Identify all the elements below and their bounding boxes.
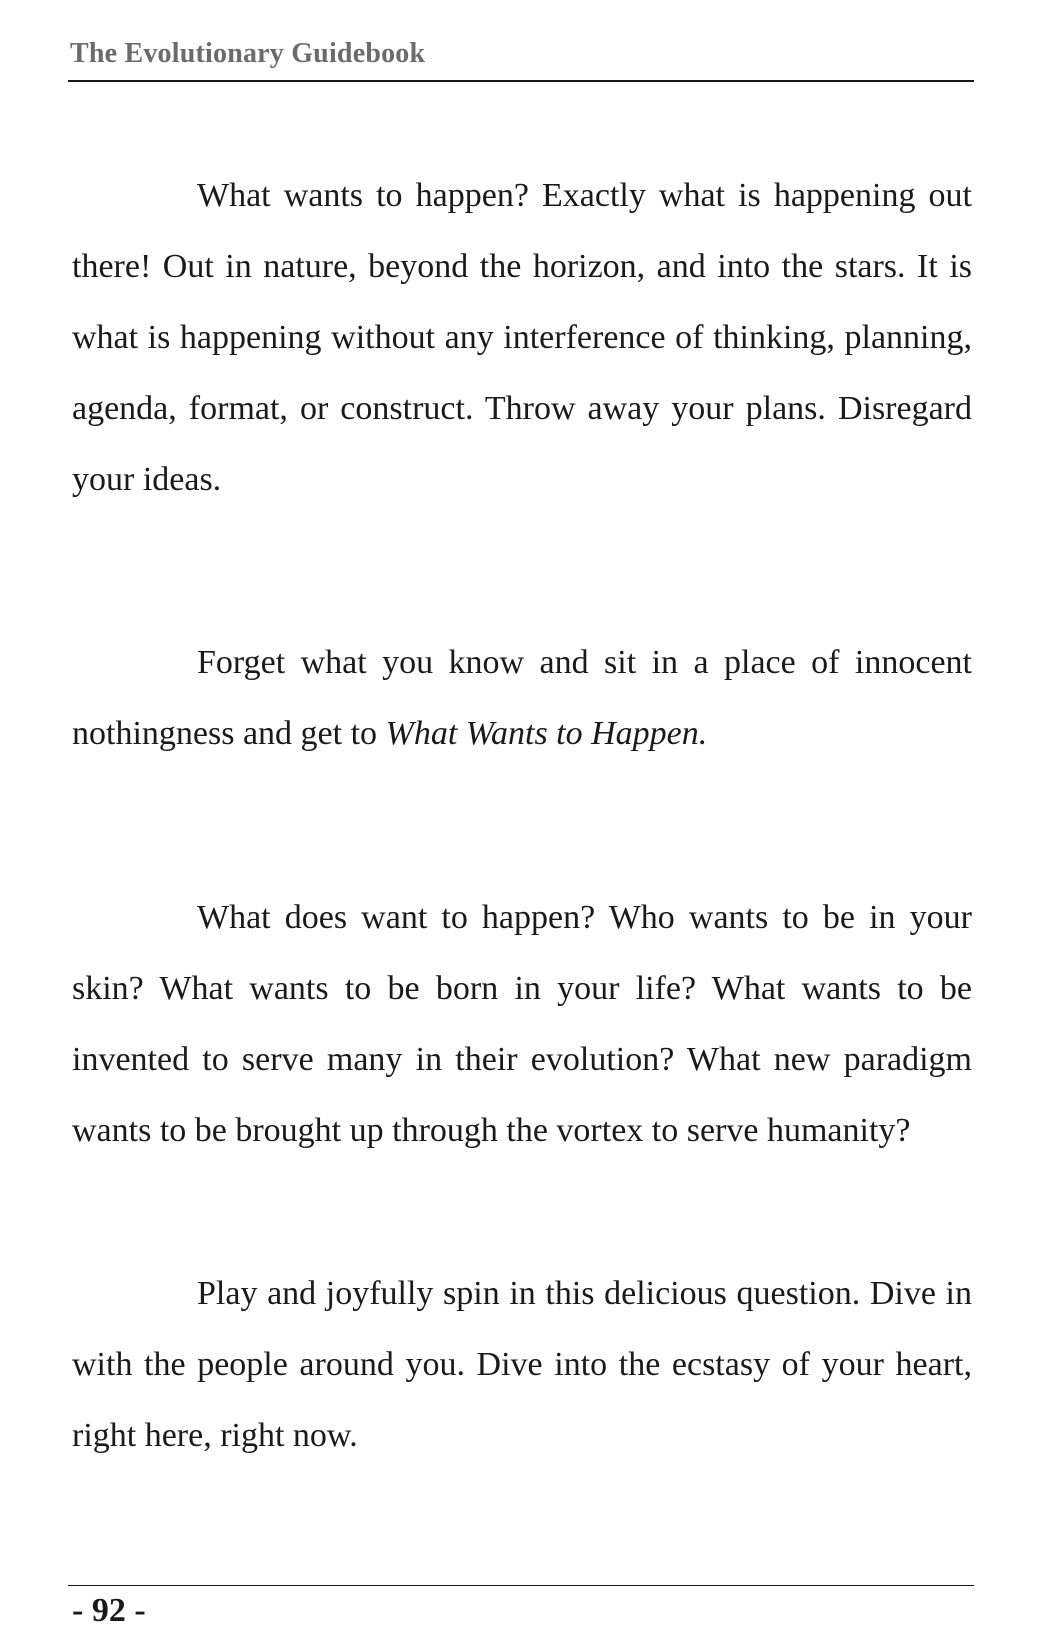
paragraph-3-text: What does want to happen? Who wants to be in your skin? What wants to be born in your life? What wants to be invented to serve many in their evolution? What new paradigm wants to be brought up through the vortex to serve humanity? bbox=[72, 899, 972, 1149]
running-header-title: The Evolutionary Guidebook bbox=[70, 38, 426, 69]
paragraph-1-text: What wants to happen? Exactly what is happening out there! Out in nature, beyond the horizon, and into the stars. It is what is happening without any interference of thinking, planning, agenda, format, or construct. Throw away your plans. Disregard your ideas. bbox=[72, 177, 972, 498]
page-number: - 92 - bbox=[72, 1592, 146, 1629]
paragraph-4 bbox=[72, 1258, 972, 1471]
paragraph-3 bbox=[72, 882, 972, 1166]
header-rule bbox=[68, 80, 974, 82]
paragraph-2 bbox=[72, 627, 972, 769]
paragraph-2-container bbox=[72, 627, 972, 769]
footer-rule bbox=[68, 1585, 974, 1586]
paragraph-1 bbox=[72, 160, 972, 515]
paragraph-2-text: Forget what you know and sit in a place of innocent nothingness and get to bbox=[72, 644, 972, 752]
paragraph-4-text: Play and joyfully spin in this delicious question. Dive in with the people around you. Dive into the ecstasy of your heart, right here, right now. bbox=[72, 1275, 972, 1454]
paragraph-2-italic-phrase: What Wants to Happen. bbox=[385, 715, 708, 752]
